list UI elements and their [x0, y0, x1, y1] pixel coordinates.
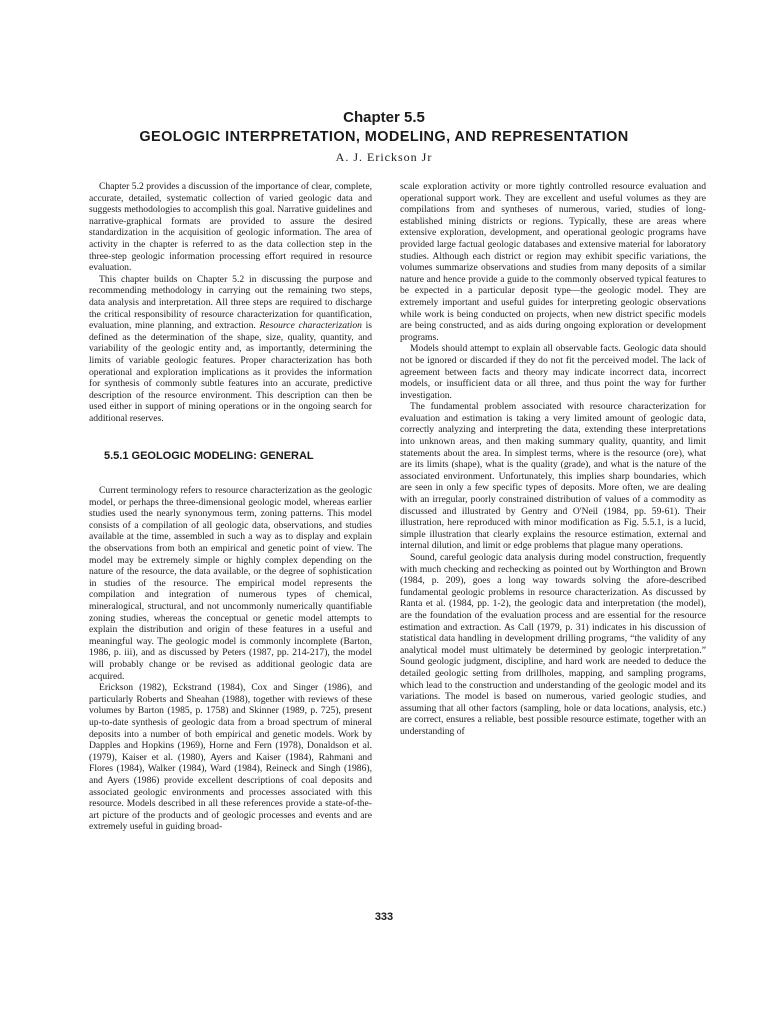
paragraph [89, 274, 372, 425]
defined-term: Resource characterization [259, 320, 362, 332]
paragraph: Current terminology refers to resource characterization as the geologic model, or perhaps the three-dimensional geologic model, whereas earlier studies used the nearly synonymous term, zoning patterns. This model consists of a compilation of all geologic data, observations, and studies available at the time, assembled in such a way as to display and explain the observations from both an empirical and genetic point of view. The model may be extremely simple or highly complex depending on the nature of the resource, the data available, or the degree of sophistication in studies of the resource. The empirical model represents the compilation and integration of numerous types of chemical, mineralogical, structural, and not uncommonly numerically quantifiable zoning studies, whereas the conceptual or genetic model attempts to explain the distribution and origin of these features in a useful and meaningful way. The geologic model is commonly incomplete (Barton, 1986, p. iii), and as discussed by Peters (1987, pp. 214-217), the model will probably change or be revised as additional geologic data are acquired. [89, 485, 372, 682]
right-column [400, 181, 706, 738]
paragraph: Sound, careful geologic data analysis during model construction, frequently with much checking and rechecking as pointed out by Worthington and Brown (1984, p. 209), goes a long way towards solving the afore-described fundamental geologic problems in resource characterization. As discussed by Ranta et al. (1984, pp. 1-2), the geologic data and interpretation (the model), are the foundation of the evaluation process and are essential for the resource estimation and extraction. As Call (1979, p. 31) indicates in his discussion of statistical data handling in development drilling programs, “the validity of any analytical model must ultimately be determined by geologic interpretation.” Sound geologic judgment, discipline, and hard work are needed to deduce the detailed geologic setting from drillholes, mapping, and sampling programs, which lead to the construction and understanding of the geologic model and its variations. The model is based on numerous, varied geologic studies, and assuming that all other factors (sampling, hole or data locations, analysis, etc.) are correct, ensures a reliable, best possible resource estimate, together with an understanding of [400, 552, 706, 737]
paragraph-text: This chapter builds on Chapter 5.2 in discussing the purpose and recommending methodology in carrying out the remaining two steps, data analysis and interpretation. All three steps are required to discharge the critical responsibility of resource characterization for quantification, evaluation, mine planning, and extraction. [89, 273, 372, 332]
left-column [89, 181, 372, 833]
page-number: 333 [374, 911, 394, 923]
paragraph: scale exploration activity or more tightly controlled resource evaluation and operational support work. They are excellent and useful volumes as they are compilations from and syntheses of numerous, varied, studies of long-established mining districts or regions. Typically, these are areas where extensive exploration, development, and operational geologic programs have provided large factual geologic databases and extensive material for laboratory studies. Although each district or region may exhibit specific variations, the volumes summarize observations and studies from many deposits of a similar nature and hence provide a guide to the commonly observed typical features to be expected in a particular deposit type—the geologic model. They are extremely important and useful guides for interpreting geologic observations while work is being conducted on projects, when new district specific models are being constructed, and as aids during ongoing exploration or development programs. [400, 181, 706, 343]
author-name: A. J. Erickson Jr [335, 150, 433, 164]
paragraph: The fundamental problem associated with resource characterization for evaluation and estimation is taking a very limited amount of geologic data, correctly analyzing and interpreting the data, extending these interpretations into unknown areas, and then making summary quality, quantity, and limit statements about the area. In simplest terms, where is the resource (ore), what are its limits (shape), what is the quality (grade), and what is the nature of the associated environment. Unfortunately, this implies sharp boundaries, which are seen in only a few specific types of deposits. More often, we are dealing with an irregular, poorly constrained distribution of values of a commodity as discussed and illustrated by Gentry and O'Neil (1984, pp. 59-61). Their illustration, here reproduced with minor modification as Fig. 5.5.1, is a lucid, simple illustration that clearly explains the resource estimation, external and internal dilution, and limit or edge problems that plague many operations. [400, 401, 706, 552]
paragraph: Models should attempt to explain all observable facts. Geologic data should not be ignored or discarded if they do not fit the perceived model. The lack of agreement between facts and theory may indicate incorrect data, incorrect models, or insufficient data or all three, and thus point the way for further investigation. [400, 343, 706, 401]
paragraph: Chapter 5.2 provides a discussion of the importance of clear, complete, accurate, detailed, systematic collection of varied geologic data and suggests methodologies to accomplish this goal. Narrative guidelines and narrative-graphical formats are provided to assure the desired standardization in the acquisition of geologic information. The area of activity in the chapter is referred to as the data collection step in the three-step geologic information processing effort required in resource evaluation. [89, 181, 372, 274]
chapter-title: GEOLOGIC INTERPRETATION, MODELING, AND REPRESENTATION [139, 129, 629, 145]
chapter-label: Chapter 5.5 [343, 109, 425, 126]
paragraph-text: is defined as the determination of the shape, size, quality, quantity, and variability of the geologic entity and, as importantly, determining the limits of variable geologic features. Proper characterization has both operational and exploration implications as it provides the information for synthesis of commonly subtle features into an accurate, predictive description of the resource environment. This description can then be used either in support of mining operations or in the ongoing search for additional reserves. [89, 320, 372, 424]
section-heading: 5.5.1 GEOLOGIC MODELING: GENERAL [104, 450, 314, 463]
paragraph: Erickson (1982), Eckstrand (1984), Cox and Singer (1986), and particularly Roberts and Sheahan (1988), together with reviews of these volumes by Barton (1985, p. 1758) and Skinner (1989, p. 725), present up-to-date synthesis of geologic data from a broad spectrum of mineral deposits into a number of both empirical and genetic models. Work by Dapples and Hopkins (1969), Horne and Fern (1978), Donaldson et al. (1979), Kaiser et al. (1980), Ayers and Kaiser (1984), Rahmani and Flores (1984), Walker (1984), Ward (1984), Reineck and Singh (1986), and Ayers (1986) provide excellent descriptions of coal deposits and associated geologic environments and processes associated with this resource. Models described in all these references provide a state-of-the-art picture of the products and of geologic processes and events and are extremely useful in guiding broad- [89, 682, 372, 833]
